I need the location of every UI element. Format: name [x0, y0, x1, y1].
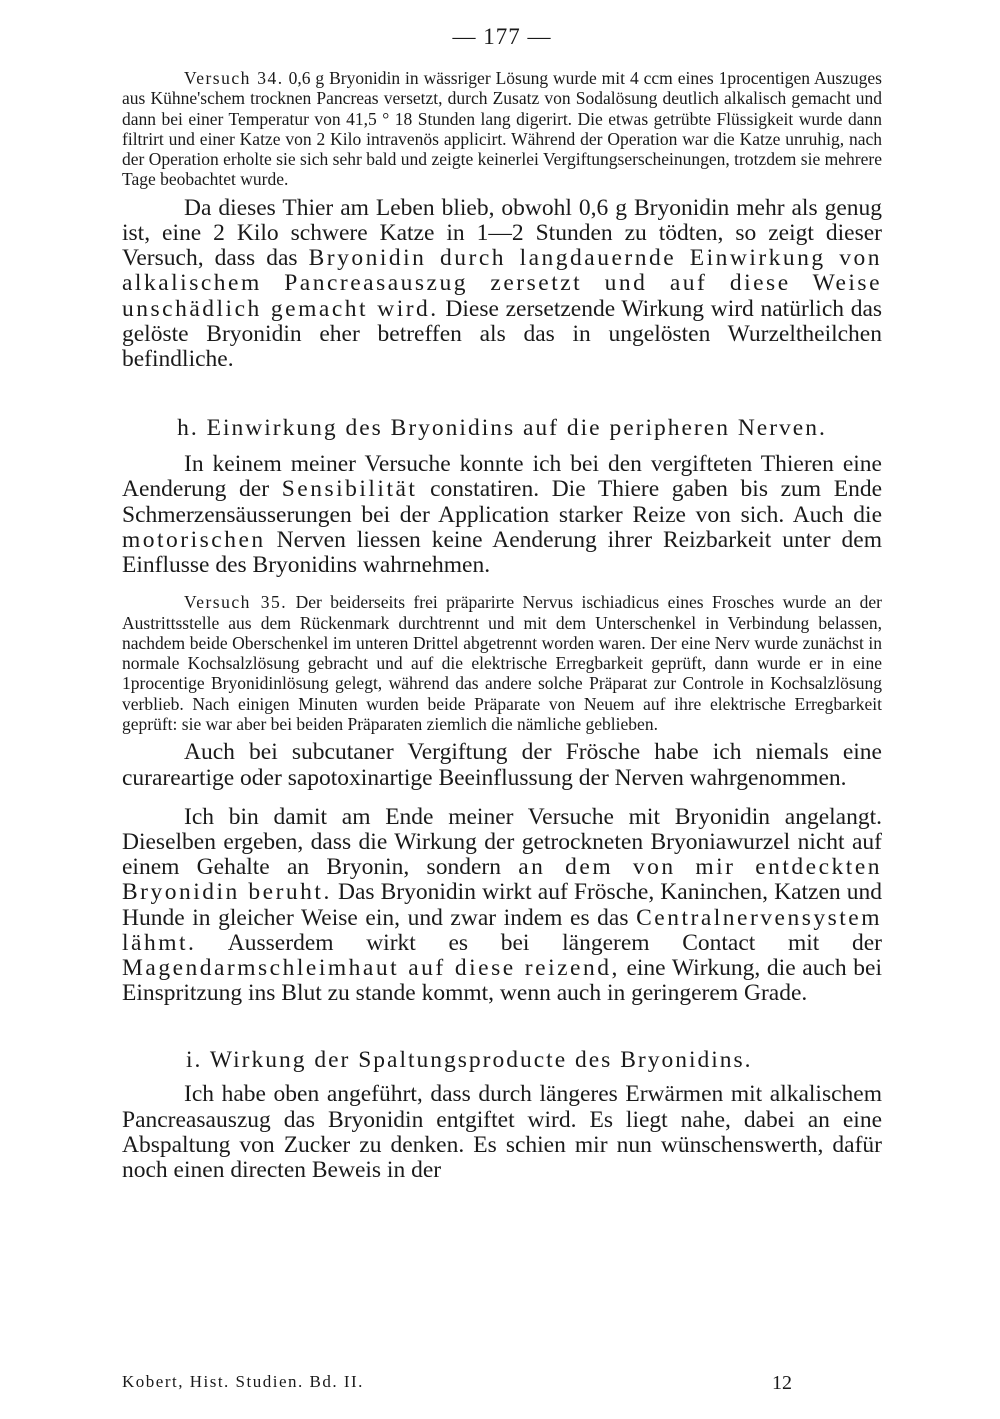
footer-signature: 12 [772, 1372, 792, 1394]
footer-citation: Kobert, Hist. Studien. Bd. II. [122, 1372, 364, 1391]
page-footer [122, 1372, 802, 1395]
paragraph-4 [122, 805, 882, 1007]
experiment-34-text: 0,6 g Bryonidin in wässriger Lösung wurde mit 4 ccm eines 1procentigen Auszuges aus Kühne'schem trocknen Pancreas versetzt, durch Zusatz von Sodalösung deutlich alkalisch gemacht und dann bei einer Temperatur von 41,5 ° 18 Stunden lang digerirt. Die etwas getrübte Flüssigkeit wurde dann filtrirt und einer Katze von 2 Kilo intravenös applicirt. Während der Operation war die Katze unruhig, nach der Operation erholte sie sich sehr bald und zeigte keinerlei Vergiftungserscheinungen, trotzdem sie mehrere Tage beobachtet wurde. [122, 68, 882, 190]
paragraph-2-c: constatiren. Die Thiere gaben bis zum Ende Schmerzensäusserungen bei der Application starker Reize von sich. Auch die [122, 476, 882, 528]
section-h-title: h. Einwirkung des Bryonidins auf die peripheren Nerven. [177, 415, 827, 442]
page-number: — 177 — [452, 24, 552, 49]
experiment-34 [122, 68, 882, 190]
paragraph-4-emphasis-2: Centralnervensystem lähmt. [122, 904, 883, 956]
paragraph-2-emphasis-2: motorischen [122, 526, 266, 553]
paragraph-1 [122, 196, 882, 372]
paragraph-1-c: Diese zersetzende Wirkung wird natürlich das gelöste Bryonidin eher betreffen als das in ungelösten Wurzeltheilchen befindliche. [122, 295, 883, 372]
paragraph-4-g: eine Wirkung, die auch bei Einspritzung ins Blut zu stande kommt, wenn auch in geringerem Grade. [122, 954, 882, 1007]
paragraph-4-a: Ich bin damit am Ende meiner Versuche mit Bryonidin angelangt. Dieselben ergeben, dass die Wirkung der getrockneten Bryoniawurzel nicht auf einem Gehalte an Bryonin, sondern [122, 803, 882, 881]
paragraph-4-emphasis-3: Magendarmschleimhaut auf diese reizend, [122, 954, 620, 981]
paragraph-2-emphasis-1: Sensibilität [281, 476, 418, 503]
paragraph-1-emphasis: Bryonidin durch langdauernde Einwirkung von alkalischem Pancreasauszug zersetzt und auf diese Weise unschädlich gemacht wird. [122, 245, 883, 322]
experiment-35-text: Der beiderseits frei präparirte Nervus ischiadicus eines Frosches wurde an der Austrittsstelle aus dem Rückenmark durchtrennt und mit dem Unterschenkel in Verbindung belassen, nachdem beide Oberschenkel im unteren Drittel abgetrennt worden waren. Der eine Nerv wurde zunächst in normale Kochsalzlösung gebracht und auf die elektrische Erregbarkeit geprüft, dann wurde er in eine 1procentige Bryonidinlösung gelegt, während das andere solche Präparat zur Controle in Kochsalzlösung verblieb. Nach einigen Minuten wurden beide Präparate von Neuem auf ihre elektrische Erregbarkeit geprüft: sie war aber bei beiden Präparaten ziemlich die nämliche geblieben. [122, 592, 883, 734]
page [122, 24, 882, 1183]
experiment-35 [122, 592, 882, 734]
paragraph-1-a: Da dieses Thier am Leben blieb, obwohl 0,6 g Bryonidin mehr als genug ist, eine 2 Kilo schwere Katze in 1—2 Stunden zu tödten, so zeigt dieser Versuch, dass das [122, 194, 882, 272]
paragraph-5: Ich habe oben angeführt, dass durch längeres Erwärmen mit alkalischem Pancreasauszug das Bryonidin entgiftet wird. Es liegt nahe, dabei an eine Abspaltung von Zucker zu denken. Es schien mir nun wünschenswerth, dafür noch einen directen Beweis in der [122, 1081, 882, 1183]
paragraph-4-e: Ausserdem wirkt es bei längerem Contact mit der [227, 929, 882, 956]
paragraph-4-c: Das Bryonidin wirkt auf Frösche, Kaninchen, Katzen und Hunde in gleicher Weise ein, und zwar indem es das [122, 879, 883, 931]
paragraph-3: Auch bei subcutaner Vergiftung der Frösche habe ich niemals eine curareartige oder sapotoxinartige Beeinflussung der Nerven wahrgenommen. [122, 739, 882, 791]
section-i-title: i. Wirkung der Spaltungsproducte des Bryonidins. [186, 1047, 753, 1074]
experiment-34-label: Versuch 34. [184, 68, 284, 88]
experiment-35-label: Versuch 35. [184, 592, 288, 613]
paragraph-4-emphasis-1: an dem von mir entdeckten Bryonidin beruht. [122, 854, 883, 906]
paragraph-2-e: Nerven liessen keine Aenderung ihrer Reizbarkeit unter dem Einflusse des Bryonidins wahrnehmen. [122, 526, 882, 579]
paragraph-2 [122, 452, 882, 578]
paragraph-2-a: In keinem meiner Versuche konnte ich bei den vergifteten Thieren eine Aenderung der [122, 451, 882, 503]
